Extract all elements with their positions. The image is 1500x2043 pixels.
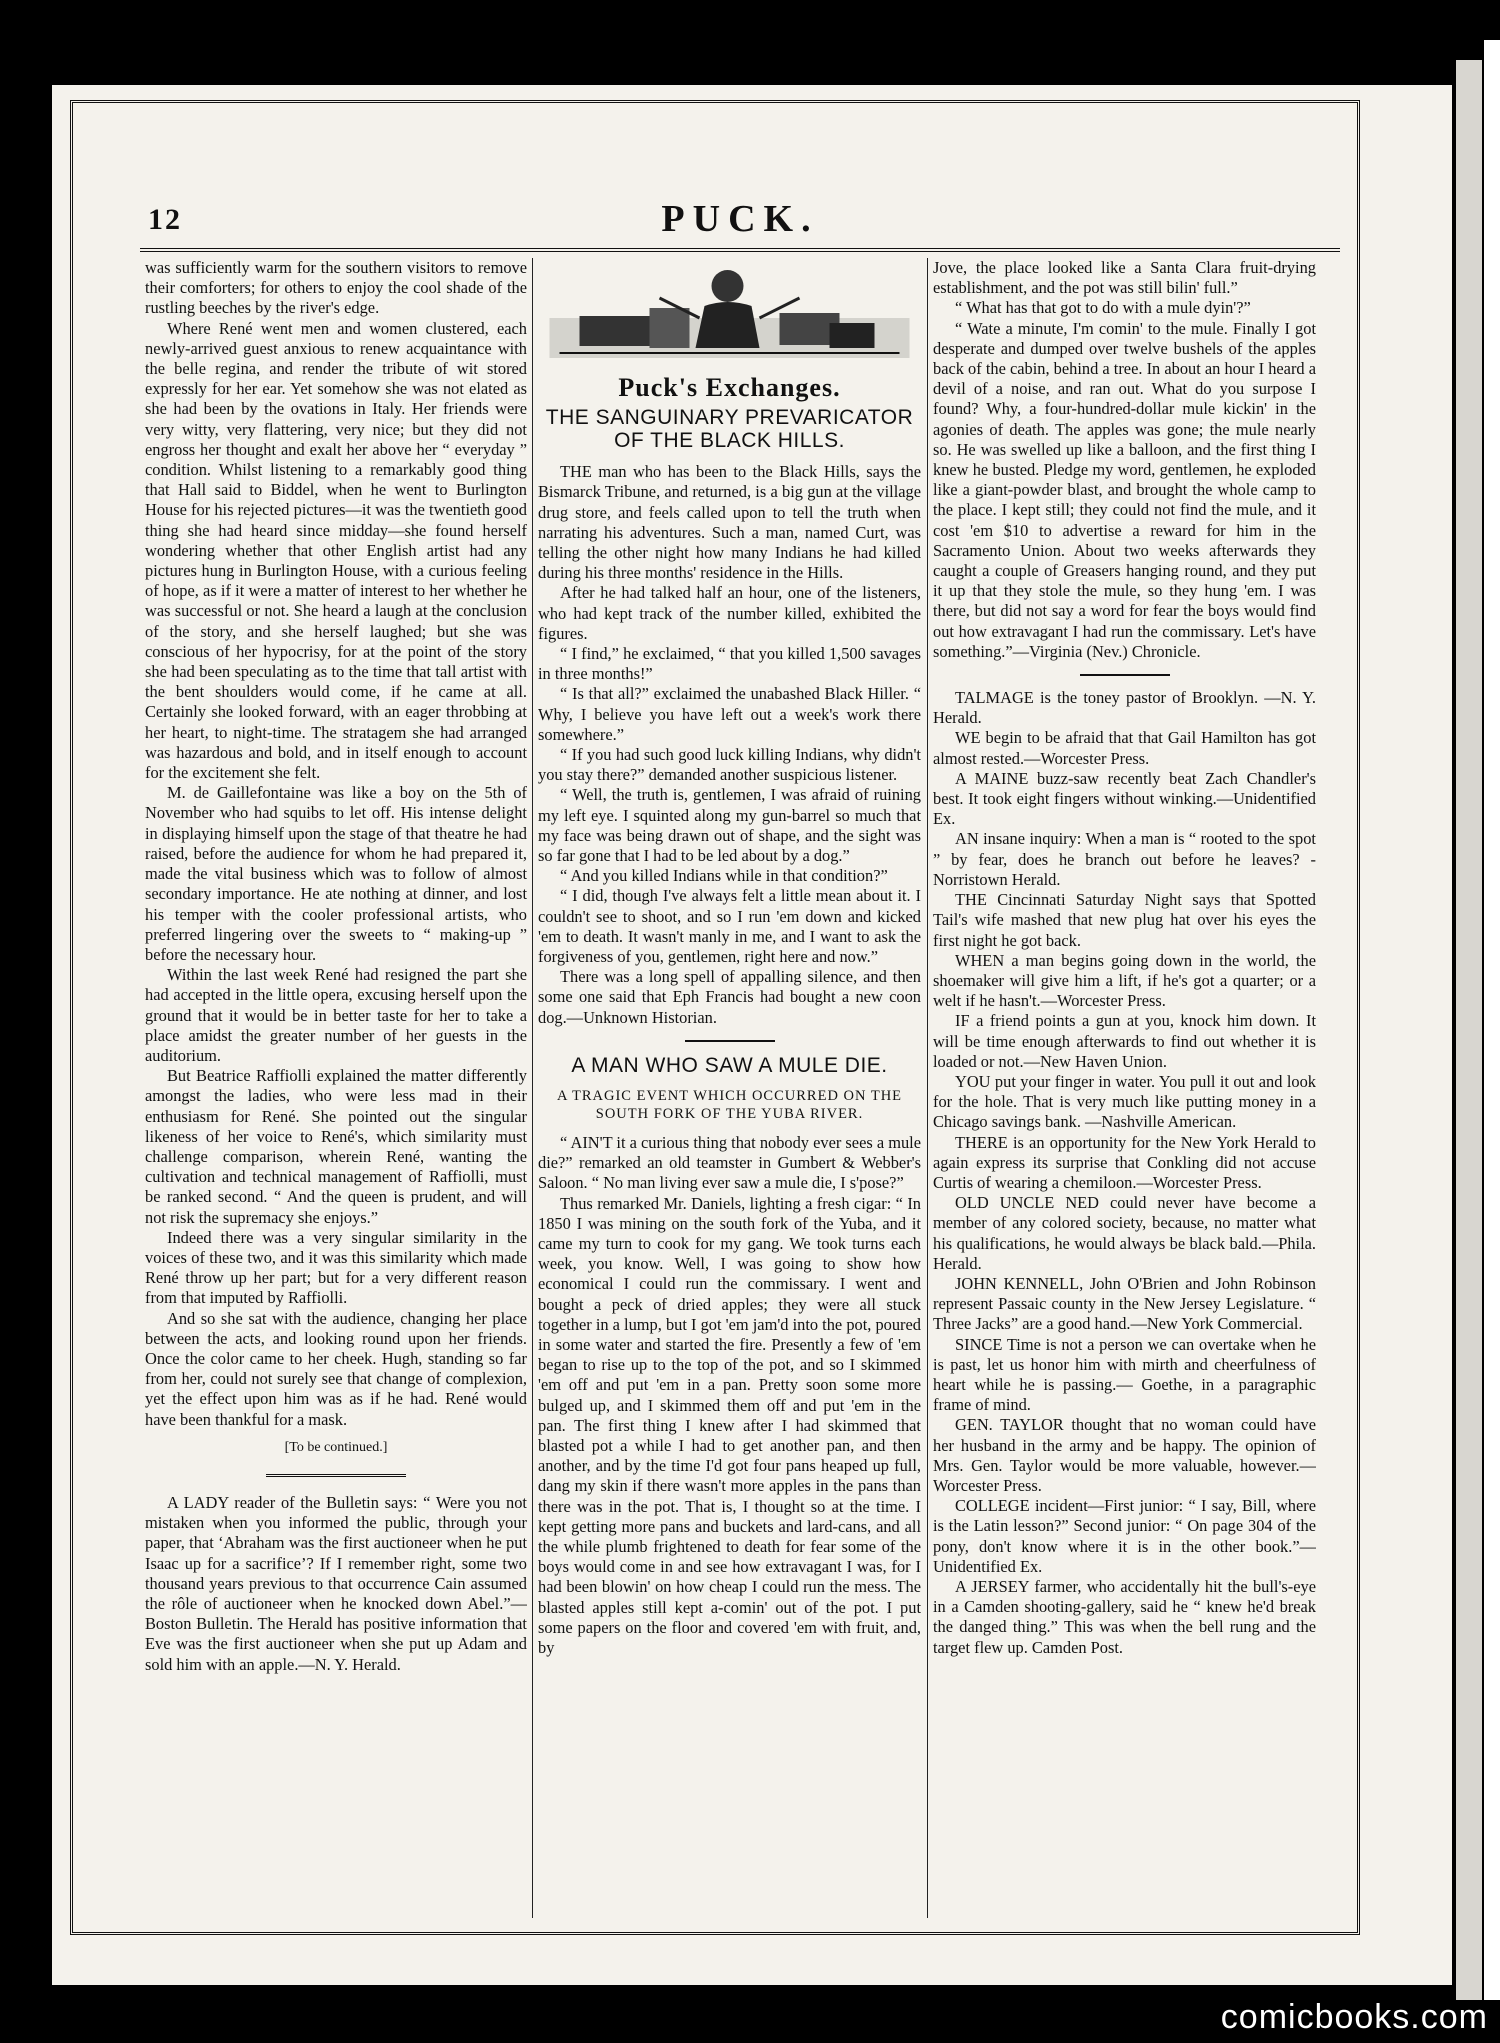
section-divider — [1080, 674, 1170, 676]
column-2 — [538, 258, 921, 1918]
news-item: A JERSEY farmer, who accidentally hit the bull's-eye in a Camden shooting-gallery, said he “ knew he'd break the danged thing.” This was when the bell rung and the target flew up. Camden Post. — [933, 1577, 1316, 1657]
news-item: SINCE Time is not a person we can overtake when he is past, let us honor him with mirth and cheerfulness of heart while he is passing.— Goethe, in a paragraphic frame of mind. — [933, 1334, 1316, 1415]
adjacent-page-margin — [1484, 40, 1500, 2000]
story-paragraph: Indeed there was a very singular similarity in the voices of these two, and it was this similarity which made René throw up her part; but for a very different reason from that imputed by Raffiolli. — [145, 1227, 527, 1308]
story-paragraph: THE man who has been to the Black Hills, says the Bismarck Tribune, and returned, is a big gun at the village drug store, and feels called upon to tell the truth when narrating his adventures. Such a man, named Curt, was telling the other night how many Indians he had killed during his three months' residence in the Hills. — [538, 462, 921, 583]
news-item: WHEN a man begins going down in the world, the shoemaker will give him a lift, if he's got a quarter; or a welt if he hasn't.—Worcester Press. — [933, 950, 1316, 1011]
news-item: AN insane inquiry: When a man is “ rooted to the spot ” by fear, does he branch out before he leaves? -Norristown Herald. — [933, 829, 1316, 889]
story-paragraph: “ And you killed Indians while in that condition?” — [560, 866, 888, 886]
column-rule-2 — [927, 258, 928, 1918]
story-paragraph: But Beatrice Raffiolli explained the matter differently amongst the ladies, who were less mad in their enthusiasm for René. She pointed out the singular likeness of her voice to René's, which similarity must challenge comparison, wherein René, wanting the cultivation and technical management of Raffiolli, must be ranked second. “ And the queen is prudent, and will not risk the supremacy she enjoys.” — [145, 1066, 527, 1227]
news-item: JOHN KENNELL, John O'Brien and John Robinson represent Passaic county in the New Jersey Legislature. “ Three Jacks” are a good hand.—New York Commercial. — [933, 1273, 1316, 1334]
page-header — [140, 195, 1340, 245]
story-paragraph: There was a long spell of appalling silence, and then some one said that Eph Francis had bought a new coon dog.—Unknown Historian. — [538, 967, 921, 1027]
exchanges-illustration — [538, 258, 921, 376]
story-paragraph: “ AIN'T it a curious thing that nobody ever sees a mule die?” remarked an old teamster in Gumbert & Webber's Saloon. “ No man living ever saw a mule die, I s'pose?” — [538, 1132, 921, 1193]
section-divider — [266, 1474, 406, 1477]
story-paragraph: And so she sat with the audience, changing her place between the acts, and looking round upon her friends. Once the color came to her cheek. Hugh, standing so far from her, could not surely see that change of complexion, yet the effect upon him was as if he had. René would have been thankful for a mask. — [145, 1308, 527, 1429]
headline: A MAN WHO SAW A MULE DIE. — [571, 1053, 888, 1077]
header-rule — [140, 248, 1340, 252]
news-item: COLLEGE incident—First junior: “ I say, Bill, where is the Latin lesson?” Second junior: “ On page 304 of the pony, don't know where it is in the other book.”— Unidentified Ex. — [933, 1496, 1316, 1576]
story-paragraph: was sufficiently warm for the southern visitors to remove their comforters; for others to enjoy the cool shade of the rustling beeches by the river's edge. — [145, 258, 527, 318]
subheadline: A TRAGIC EVENT WHICH OCCURRED ON THE SOUTH FORK OF THE YUBA RIVER. — [556, 1087, 903, 1122]
masthead-title: PUCK. — [661, 198, 819, 240]
news-item: A LADY reader of the Bulletin says: “ Were you not mistaken when you informed the public, through your paper, that ‘Abraham was the first auctioneer when he put Isaac up for a sacrifice’? If I remember right, some two thousand years previous to that occurrence Cain assumed the rôle of auctioneer when he knocked down Abel.”—Boston Bulletin. The Herald has positive information that Eve was the first auctioneer when she put up Adam and sold him with an apple.—N. Y. Herald. — [145, 1492, 527, 1674]
department-title: Puck's Exchanges. — [618, 373, 841, 402]
site-watermark: comicbooks.com — [1220, 1998, 1488, 2036]
news-item: IF a friend points a gun at you, knock him down. It will be time enough afterwards to find out whether it is loaded or not.—New Haven Union. — [933, 1011, 1316, 1071]
news-item: A MAINE buzz-saw recently beat Zach Chandler's best. It took eight fingers without winking.—Unidentified Ex. — [933, 768, 1316, 829]
column-3 — [933, 258, 1316, 1918]
story-paragraph: “ Wate a minute, I'm comin' to the mule. Finally I got desperate and dumped over twelve bushels of the apples back of the cabin, behind a tree. In about an hour I heard a devil of a noise, and ran out. What do you surpose I found? Why, a four-hundred-dollar mule kickin' in the agonies of death. The apples was gone; the mule nearly so. He was swelled up like a balloon, and the first thing I knew he busted. Pledge my word, gentlemen, he exploded like a giant-powder blast, and brought the whole camp to the place. I kept still; they could not find the mule, and it cost 'em $10 to advertise a reward for him in the Sacramento Union. About two weeks afterwards they caught a couple of Greasers hanging round, and they put it up that they stole the mule, so they hung 'em. I was there, but did not say a word for fear the boys would find out how extravagant I had run the commissary. Let's have something.”—Virginia (Nev.) Chronicle. — [933, 318, 1316, 661]
news-item: TALMAGE is the toney pastor of Brooklyn. —N. Y. Herald. — [933, 688, 1316, 728]
story-paragraph: “ Well, the truth is, gentlemen, I was afraid of ruining my left eye. I squinted along my gun-barrel so much that my face was being drawn out of shape, and the sight was so far gone that I had to be led about by a dog.” — [538, 785, 921, 866]
story-paragraph: “ I find,” he exclaimed, “ that you killed 1,500 savages in three months!” — [538, 644, 921, 684]
story-paragraph: “ I did, though I've always felt a little mean about it. I couldn't see to shoot, and so I run 'em down and kicked 'em to death. It wasn't manly in me, and I want to ask the forgiveness of you, gentlemen, right here and now.” — [538, 886, 921, 967]
column-1 — [145, 258, 527, 1918]
story-paragraph: “ Is that all?” exclaimed the unabashed Black Hiller. “ Why, I believe you have left out a week's work there somewhere.” — [538, 684, 921, 744]
news-item: THERE is an opportunity for the New York Herald to again express its surprise that Conkling did not accuse Curtis of wearing a chemiloon.—Worcester Press. — [933, 1132, 1316, 1192]
story-paragraph: M. de Gaillefontaine was like a boy on the 5th of November who had squibs to let off. His intense delight in displaying himself upon the stage of that theatre he had raised, before the audience for whom he had prepared it, made the vital business which was to follow of almost secondary importance. He ate nothing at dinner, and lost his temper with the cooler professional artists, who preferred lingering over the sweets to “ making-up ” before the necessary hour. — [145, 783, 527, 964]
news-item: THE Cincinnati Saturday Night says that Spotted Tail's wife mashed that new plug hat over his eyes the first night he got back. — [933, 890, 1316, 950]
story-paragraph: Where René went men and women clustered, each newly-arrived guest anxious to renew acquaintance with the belle regina, and render the tribute of wit stored expressly for her ear. Yet somehow she was not elated as she had been by the ovations in Italy. Her friends were very witty, very flattering, very nice; but they did not engross her thought and exalt her above her “ everyday ” condition. Whilst listening to a remarkably good thing that Hall said to Biddel, when he went to Burlington House for his rejected pictures—it was the twentieth good thing she had heard since midday—she found herself wondering whether that other English artist had any pictures hung in Burlington House, with a curious feeling of hope, as if it were a matter of interest to her whether he was successful or not. She heard a laugh at the conclusion of the story, and she herself laughed; but she was conscious of her hypocrisy, for at the point of the story she had been speculating as to the time that tall artist with the bent shoulders would come, if he came at all. Certainly she looked forward, with an eager throbbing at her heart, to night-time. The stratagem she had arranged was hazardous and bold, and in itself enough to account for the excitement she felt. — [145, 318, 527, 783]
adjacent-page-edge — [1456, 60, 1482, 2000]
story-paragraph: Within the last week René had resigned the part she had accepted in the little opera, excusing herself upon the ground that it would be in better taste for her to take a place amidst the greater number of her guests in the auditorium. — [145, 965, 527, 1065]
page-number: 12 — [148, 203, 182, 236]
headline: THE SANGUINARY PREVARICATOR OF THE BLACK HILLS. — [545, 406, 914, 453]
story-paragraph: “ If you had such good luck killing Indians, why didn't you stay there?” demanded another suspicious listener. — [538, 745, 921, 785]
news-item: GEN. TAYLOR thought that no woman could have her husband in the army and be happy. The opinion of Mrs. Gen. Taylor would be more valuable, however.—Worcester Press. — [933, 1415, 1316, 1495]
story-paragraph: Thus remarked Mr. Daniels, lighting a fresh cigar: “ In 1850 I was mining on the south fork of the Yuba, and it came my turn to cook for my gang. We took turns each week, you know. Well, I was going to show how economical I could run the commissary. I went and bought a peck of dried apples; they were all stuck together in a lump, but I got 'em jam'd into the pot, poured in some water and started the fire. Presently a few of 'em began to rise up to the top of the pot, and so I skimmed 'em off and put 'em in a pan. Pretty soon some more bulged up, and I skimmed them off and put 'em in the pan. The first thing I knew after I had skimmed that blasted pot a while I had to get another pan, and then another, and by the time I'd got four pans heaped up full, dang my skin if there wasn't more apples in the pans than there was in the pot. That is, I thought so at the time. I kept getting more pans and buckets and lard-cans, and all the while plumb frightened to death for fear some of the boys would come in and see how extravagant I was, for I had been blowin' on how cheap I could run the mess. The blasted apples still kept a-comin' out of the pot. I put some papers on the floor and covered 'em with fruit, and, by — [538, 1193, 921, 1657]
section-divider — [685, 1040, 775, 1042]
news-item: YOU put your finger in water. You pull it out and look for the hole. That is very much like putting money in a Chicago savings bank. —Nashville American. — [933, 1071, 1316, 1132]
column-rule-1 — [532, 258, 533, 1918]
puck-reading-papers-icon — [538, 258, 921, 376]
news-item: WE begin to be afraid that that Gail Hamilton has got almost rested.—Worcester Press. — [933, 728, 1316, 768]
news-item: OLD UNCLE NED could never have become a member of any colored society, because, no matter what his qualifications, he would always be black bald.—Phila. Herald. — [933, 1193, 1316, 1273]
story-paragraph: Jove, the place looked like a Santa Clara fruit-drying establishment, and the pot was still bilin' full.” — [933, 258, 1316, 298]
story-paragraph: After he had talked half an hour, one of the listeners, who had kept track of the number killed, exhibited the figures. — [538, 583, 921, 643]
to-be-continued: [To be continued.] — [284, 1439, 388, 1455]
story-paragraph: “ What has that got to do with a mule dyin'?” — [955, 298, 1251, 318]
